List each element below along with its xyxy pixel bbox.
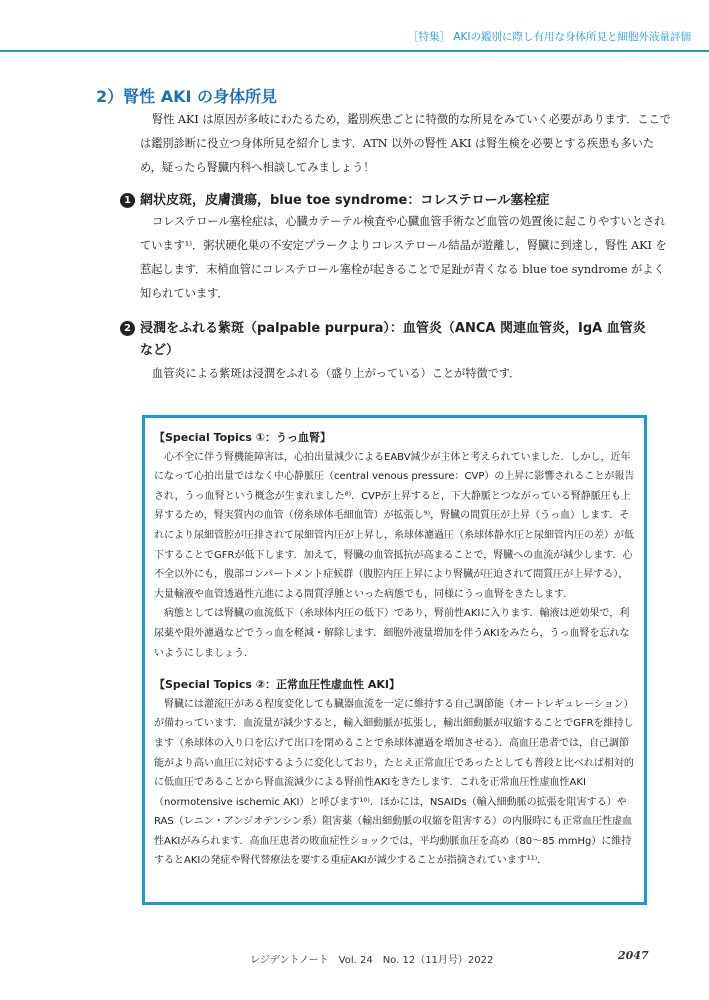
header-divider <box>0 50 709 52</box>
subsection-heading-text: 浸潤をふれる紫斑（palpable purpura）：血管炎（ANCA 関連血管炎，IgA 血管炎 <box>140 321 646 336</box>
subsection-heading-continuation: など） <box>140 343 180 358</box>
journal-footer: レジデントノート Vol. 24 No. 12（11月号）2022 <box>250 955 494 966</box>
subsection-paragraph: コレステロール塞栓症は，心臓カテーテル検査や心臓血管手術など血管の処置後に起こりやすいとされています¹⁾．粥状硬化巣の不安定プラークよりコレステロール結晶が遊離し，腎臓に到達し，腎性 AKI を惹起します．末梢血管にコレステロール塞栓が起きることで足趾が青くなる blue toe syndrome がよく知られています． <box>140 215 667 300</box>
subsection-body-1 <box>140 210 672 306</box>
number-badge: 1 <box>120 193 135 208</box>
intro-paragraph: 腎性 AKI は原因が多岐にわたるため，鑑別疾患ごとに特徴的な所見をみていく必要があります．ここでは鑑別診断に役立つ身体所見を紹介します．ATN 以外の腎性 AKI は腎生検を必要とする疾患も多いため，疑ったら腎臓内科へ相談してみましょう！ <box>140 113 671 174</box>
subsection-heading-2 <box>120 318 646 362</box>
running-header: ［特集］ AKIの鑑別に際し有用な身体所見と細胞外液量評価 <box>407 31 691 43</box>
special-topic-paragraph: 心不全に伴う腎機能障害は，心拍出量減少によるEABV減少が主体と考えられていました．しかし，近年になって心拍出量ではなく中心静脈圧（central venous pressure：CVP）の上昇に影響されることが報告され，うっ血腎という概念が生まれました⁸⁾．CVPが上昇すると，下大静脈とつながっている腎静脈圧も上昇するため，腎実質内の血管（傍糸球体毛細血管）が拡張し⁹⁾，腎臓の間質圧が上昇（うっ血）します．それにより尿細管腔が圧排されて尿細管内圧が上昇し，糸球体濾過圧（糸球体静水圧と尿細管内圧の差）が低下することでGFRが低下します．加えて，腎臓の血管抵抗が高まることで，腎臓への血流が減少します．心不全以外にも，腹部コンパートメント症候群（腹腔内圧上昇により腎臓が圧迫されて間質圧が上昇する），大量輸液や血管透過性亢進による間質浮腫といった病態でも，同様にうっ血腎をきたします． <box>154 451 635 600</box>
subsection-paragraph: 血管炎による紫斑は浸潤をふれる（盛り上がっている）ことが特徴です． <box>152 367 521 380</box>
special-topics-box <box>142 415 647 905</box>
section-title: 2）腎性 AKI の身体所見 <box>96 87 278 106</box>
section-intro <box>140 108 672 180</box>
special-topic-paragraph: 病態としては腎臓の血流低下（糸球体内圧の低下）であり，腎前性AKIに入ります．輸液は逆効果で，利尿薬や限外濾過などでうっ血を軽減・解除します．細胞外液量増加を伴うAKIをみたら，うっ血腎を忘れないようにしましょう． <box>154 608 630 659</box>
spacer <box>154 663 636 675</box>
subsection-body-2 <box>140 362 672 386</box>
special-topic-title: 【Special Topics ②：正常血圧性虚血性 AKI】 <box>154 678 400 692</box>
number-badge: 2 <box>120 321 135 336</box>
special-topic-title: 【Special Topics ①：うっ血腎】 <box>154 431 332 444</box>
special-topic-paragraph: 腎臓には灌流圧がある程度変化しても臓器血流を一定に維持する自己調節能（オートレギュレーション）が備わっています．血流量が減少すると，輸入細動脈が拡張し，輸出細動脈が収縮することでGFRを維持します（糸球体の入り口を広げて出口を閉めることで糸球体濾過を増加させる）．高血圧患者では，自己調節能がより高い血圧に対応するように変化しており，たとえ正常血圧であったとしても普段と比べれば相対的に低血圧であることから腎血流減少による腎前性AKIをきたします．これを正常血圧性虚血性AKI（normotensive ischemic AKI）と呼びます¹⁰⁾．ほかには，NSAIDs（輸入細動脈の拡張を阻害する）やRAS（レニン・アンジオテンシン系）阻害薬（輸出細動脈の収縮を阻害する）の内服時にも正常血圧性虚血性AKIがみられます．高血圧患者の敗血症性ショックでは，平均動脈血圧を高め（80～85 mmHg）に維持するとAKIの発症や腎代替療法を要する重症AKIが減少することが指摘されています¹¹⁾． <box>154 698 634 867</box>
page-number: 2047 <box>618 949 649 962</box>
subsection-heading-1 <box>120 190 549 212</box>
subsection-heading-text: 網状皮斑，皮膚潰瘍，blue toe syndrome：コレステロール塞栓症 <box>140 193 550 208</box>
